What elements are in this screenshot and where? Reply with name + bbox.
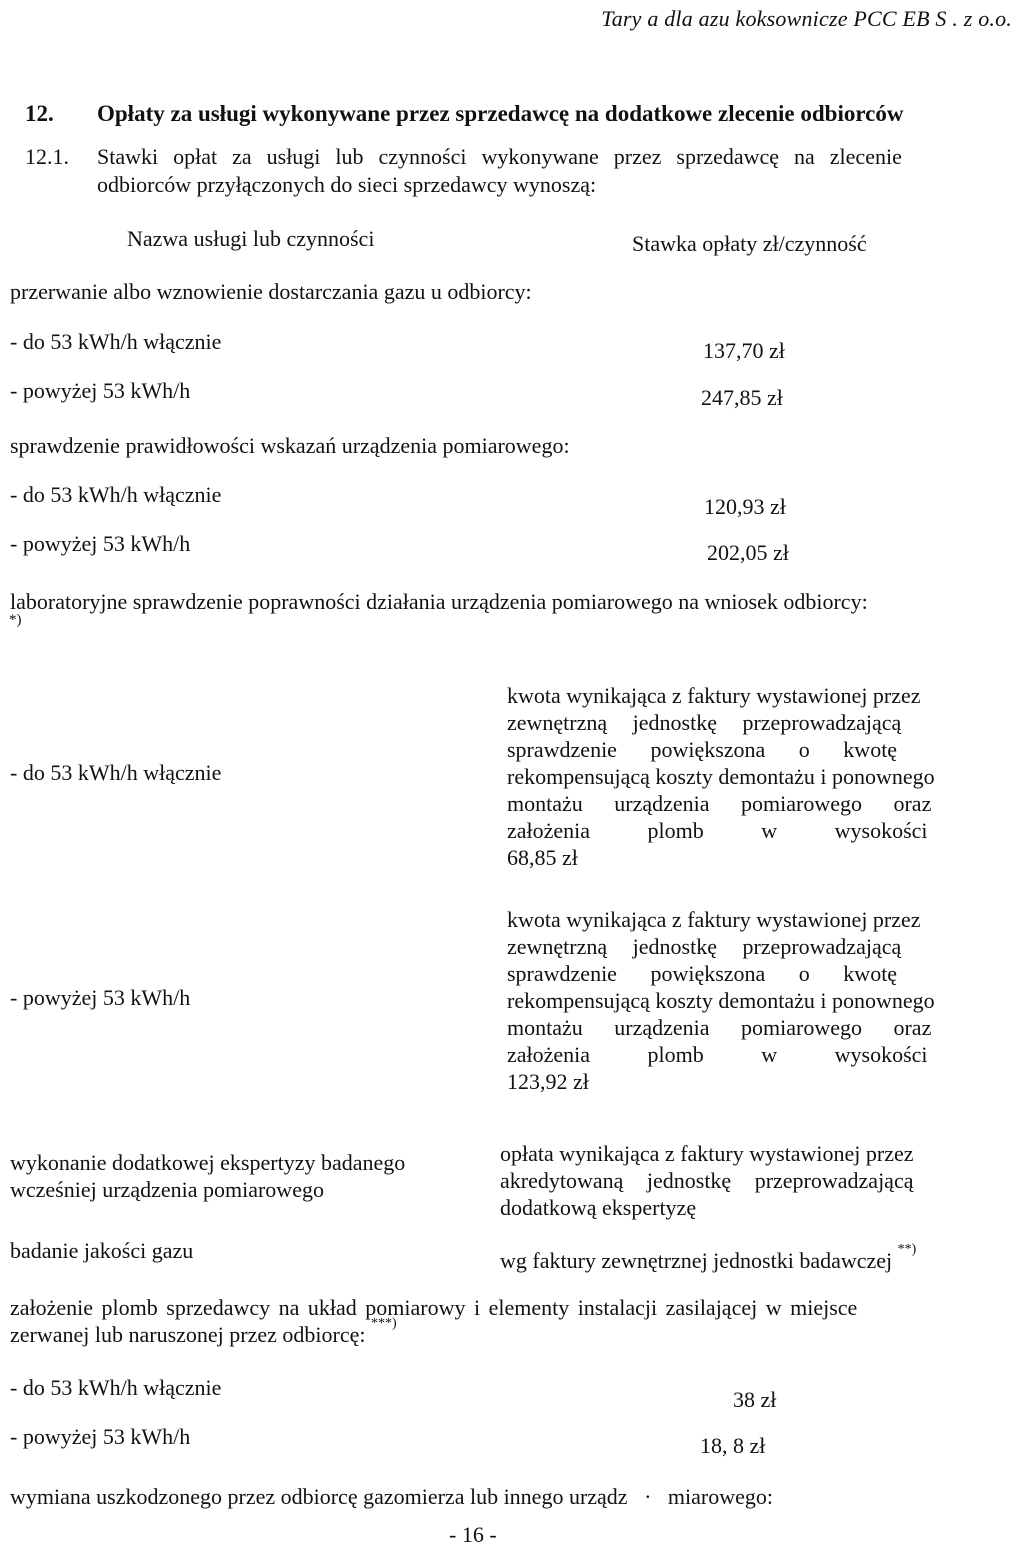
gas-quality-value — [500, 1242, 917, 1274]
description-line: kwota wynikająca z faktury wystawionej przez — [507, 683, 921, 708]
subsection-text-line1 — [97, 144, 995, 170]
description-line: założenia plomb w wysokości — [507, 818, 928, 843]
row-value: 137,70 zł — [703, 338, 785, 363]
subsection-number: 12.1. — [25, 144, 69, 169]
subsection-line1-text: Stawki opłat za usługi lub czynności wykonywane przez sprzedawcę na zlecenie — [97, 144, 902, 169]
row-value: 38 zł — [733, 1387, 777, 1412]
row-label: - do 53 kWh/h włącznie — [10, 482, 222, 507]
description-line: zewnętrzną jednostkę przeprowadzającą — [507, 934, 902, 959]
subsection-text-line2: odbiorców przyłączonych do sieci sprzedawcy wynoszą: — [97, 172, 597, 197]
description-line: rekompensującą koszty demontażu i ponownego — [507, 988, 935, 1013]
row-label: - do 53 kWh/h włącznie — [10, 760, 222, 785]
seals-heading-line1 — [10, 1295, 990, 1321]
row-label: - do 53 kWh/h włącznie — [10, 1375, 222, 1400]
description-line: sprawdzenie powiększona o kwotę — [507, 961, 898, 986]
row-value: 120,93 zł — [704, 494, 786, 519]
footnote-marker: **) — [897, 1242, 917, 1257]
row-value: 18, 8 zł — [700, 1433, 766, 1458]
description-value: 123,92 zł — [507, 1069, 589, 1094]
row-label: - powyżej 53 kWh/h — [10, 1424, 191, 1449]
group-heading-lab-check: laboratoryjne sprawdzenie poprawności działania urządzenia pomiarowego na wniosek odbiorcy: — [10, 589, 868, 614]
row-label: - powyżej 53 kWh/h — [10, 378, 191, 403]
description-line: akredytowaną jednostkę przeprowadzającą — [500, 1168, 914, 1193]
description-line: założenia plomb w wysokości — [507, 1042, 928, 1067]
row-label: - powyżej 53 kWh/h — [10, 531, 191, 556]
row-value: 202,05 zł — [707, 540, 789, 565]
gas-quality-text: wg faktury zewnętrznej jednostki badawczej — [500, 1248, 893, 1273]
gas-quality-label: badanie jakości gazu — [10, 1238, 194, 1263]
column-header-service: Nazwa usługi lub czynności — [127, 226, 375, 251]
group-heading-interruption: przerwanie albo wznowienie dostarczania gazu u odbiorcy: — [10, 279, 532, 304]
description-line: sprawdzenie powiększona o kwotę — [507, 737, 898, 762]
row-label: - powyżej 53 kWh/h — [10, 985, 191, 1010]
expertise-label-line1: wykonanie dodatkowej ekspertyzy badanego — [10, 1150, 406, 1175]
expertise-label-line2: wcześniej urządzenia pomiarowego — [10, 1177, 324, 1202]
description-line: montażu urządzenia pomiarowego oraz — [507, 791, 932, 816]
description-line: montażu urządzenia pomiarowego oraz — [507, 1015, 932, 1040]
footnote-marker: *) — [9, 612, 22, 628]
expertise-description — [500, 1140, 914, 1221]
description-line: rekompensującą koszty demontażu i ponownego — [507, 764, 935, 789]
row-label: - do 53 kWh/h włącznie — [10, 329, 222, 354]
seals-text: zerwanej lub naruszonej przez odbiorcę: — [10, 1322, 366, 1347]
seals-text: założenie plomb sprzedawcy na układ pomiarowy i elementy instalacji zasilającej w miejsce — [10, 1295, 858, 1320]
description-line: opłata wynikająca z faktury wystawionej przez — [500, 1141, 914, 1166]
description-line: zewnętrzną jednostkę przeprowadzającą — [507, 710, 902, 735]
row-value: 247,85 zł — [701, 385, 783, 410]
running-header: Tary a dla azu koksownicze PCC EB S . z o.o. — [601, 6, 1012, 31]
section-number: 12. — [25, 101, 54, 126]
page-number: - 16 - — [449, 1522, 497, 1547]
description-value: 68,85 zł — [507, 845, 578, 870]
seals-heading-line2 — [10, 1316, 397, 1348]
subsection-line1-content — [97, 144, 995, 170]
lab-check-description — [507, 682, 997, 871]
column-header-rate: Stawka opłaty zł/czynność — [632, 231, 867, 256]
section-title: Opłaty za usługi wykonywane przez sprzedawcę na dodatkowe zlecenie odbiorców — [97, 101, 904, 126]
description-line: kwota wynikająca z faktury wystawionej przez — [507, 907, 921, 932]
replacement-text: wymiana uszkodzonego przez odbiorcę gazomierza lub innego urządz · miarowego: — [10, 1484, 773, 1509]
footnote-marker: ***) — [371, 1316, 397, 1331]
description-line: dodatkową ekspertyzę — [500, 1195, 697, 1220]
group-heading-meter-check: sprawdzenie prawidłowości wskazań urządzenia pomiarowego: — [10, 433, 570, 458]
lab-check-description — [507, 906, 997, 1095]
